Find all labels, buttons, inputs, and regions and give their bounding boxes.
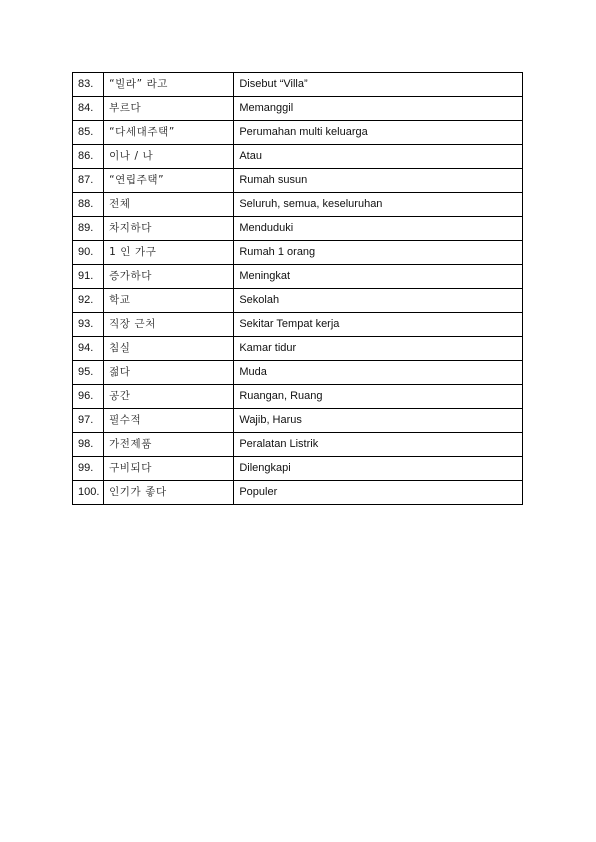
korean-term: 필수적 xyxy=(104,409,234,433)
korean-term: 공간 xyxy=(104,385,234,409)
indonesian-meaning: Sekolah xyxy=(234,289,523,313)
indonesian-meaning: Ruangan, Ruang xyxy=(234,385,523,409)
table-row xyxy=(73,169,523,193)
row-number: 88. xyxy=(73,193,104,217)
table-row xyxy=(73,337,523,361)
korean-term: 침실 xyxy=(104,337,234,361)
indonesian-meaning: Perumahan multi keluarga xyxy=(234,121,523,145)
korean-term: 전체 xyxy=(104,193,234,217)
row-number: 85. xyxy=(73,121,104,145)
row-number: 83. xyxy=(73,73,104,97)
indonesian-meaning: Rumah 1 orang xyxy=(234,241,523,265)
table-row xyxy=(73,481,523,505)
indonesian-meaning: Memanggil xyxy=(234,97,523,121)
indonesian-meaning: Meningkat xyxy=(234,265,523,289)
table-row xyxy=(73,193,523,217)
korean-term: 인기가 좋다 xyxy=(104,481,234,505)
table-row xyxy=(73,217,523,241)
table-row xyxy=(73,241,523,265)
indonesian-meaning: Disebut “Villa” xyxy=(234,73,523,97)
korean-term: 학교 xyxy=(104,289,234,313)
row-number: 89. xyxy=(73,217,104,241)
row-number: 94. xyxy=(73,337,104,361)
row-number: 95. xyxy=(73,361,104,385)
indonesian-meaning: Populer xyxy=(234,481,523,505)
indonesian-meaning: Kamar tidur xyxy=(234,337,523,361)
table-row xyxy=(73,385,523,409)
row-number: 97. xyxy=(73,409,104,433)
korean-term: “다세대주택” xyxy=(104,121,234,145)
table-row xyxy=(73,289,523,313)
indonesian-meaning: Seluruh, semua, keseluruhan xyxy=(234,193,523,217)
row-number: 96. xyxy=(73,385,104,409)
row-number: 92. xyxy=(73,289,104,313)
row-number: 100. xyxy=(73,481,104,505)
korean-term: 가전제품 xyxy=(104,433,234,457)
table-row xyxy=(73,409,523,433)
row-number: 90. xyxy=(73,241,104,265)
indonesian-meaning: Dilengkapi xyxy=(234,457,523,481)
korean-term: “빌라” 라고 xyxy=(104,73,234,97)
table-row xyxy=(73,97,523,121)
table-row xyxy=(73,313,523,337)
indonesian-meaning: Atau xyxy=(234,145,523,169)
row-number: 98. xyxy=(73,433,104,457)
table-row xyxy=(73,457,523,481)
korean-term: 증가하다 xyxy=(104,265,234,289)
row-number: 86. xyxy=(73,145,104,169)
vocabulary-table xyxy=(72,72,523,505)
table-row xyxy=(73,265,523,289)
row-number: 91. xyxy=(73,265,104,289)
table-row xyxy=(73,433,523,457)
korean-term: “연립주택” xyxy=(104,169,234,193)
vocabulary-table-body xyxy=(73,73,523,505)
row-number: 87. xyxy=(73,169,104,193)
korean-term: 직장 근처 xyxy=(104,313,234,337)
table-row xyxy=(73,361,523,385)
table-row xyxy=(73,73,523,97)
korean-term: 이나 / 나 xyxy=(104,145,234,169)
indonesian-meaning: Muda xyxy=(234,361,523,385)
korean-term: 1 인 가구 xyxy=(104,241,234,265)
korean-term: 구비되다 xyxy=(104,457,234,481)
indonesian-meaning: Rumah susun xyxy=(234,169,523,193)
indonesian-meaning: Menduduki xyxy=(234,217,523,241)
indonesian-meaning: Sekitar Tempat kerja xyxy=(234,313,523,337)
table-row xyxy=(73,121,523,145)
korean-term: 차지하다 xyxy=(104,217,234,241)
indonesian-meaning: Wajib, Harus xyxy=(234,409,523,433)
indonesian-meaning: Peralatan Listrik xyxy=(234,433,523,457)
korean-term: 젊다 xyxy=(104,361,234,385)
row-number: 99. xyxy=(73,457,104,481)
table-row xyxy=(73,145,523,169)
row-number: 93. xyxy=(73,313,104,337)
korean-term: 부르다 xyxy=(104,97,234,121)
row-number: 84. xyxy=(73,97,104,121)
